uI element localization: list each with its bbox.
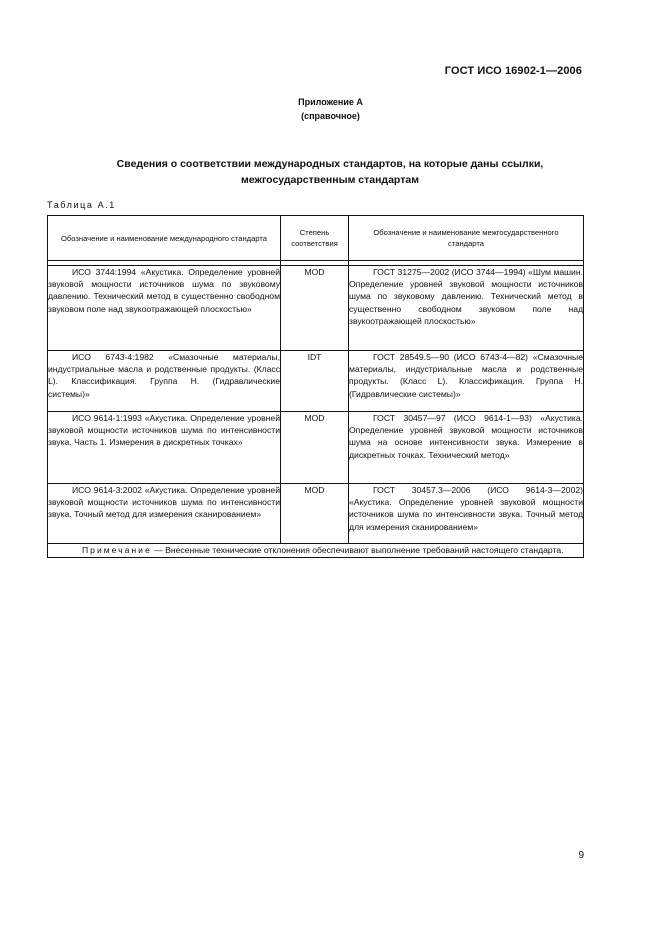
interstate-standard-text: ГОСТ 30457—97 (ИСО 9614-1—93) «Акустика. Определение уровней звуковой мощности источников шума на основе интенсивности звука. Измерение в дискретных точках. Технический метод» <box>349 413 583 460</box>
note-label: Примечание <box>82 545 152 555</box>
international-standard-cell <box>48 351 281 412</box>
interstate-standard-text: ГОСТ 28549.5—90 (ИСО 6743-4—82) «Смазочные материалы, индустриальные масла и родственные продукты. (Класс L). Классификация. Группа Н. (Гидравлические системы)» <box>349 352 583 399</box>
international-standard-text: ИСО 6743-4:1982 «Смазочные материалы, индустриальные масла и родственные продукты. (Класс L). Классификация. Группа Н. (Гидравлические системы)» <box>48 352 280 399</box>
section-heading-line2: межгосударственным стандартам <box>241 174 419 186</box>
table-note <box>48 544 584 558</box>
annex-type: (справочное) <box>301 111 360 121</box>
international-standard-cell <box>48 412 281 484</box>
column-header-degree: Степень соответствия <box>281 216 349 261</box>
interstate-standard-cell <box>349 412 584 484</box>
international-standard-cell <box>48 484 281 544</box>
interstate-standard-text: ГОСТ 30457.3—2006 (ИСО 9614-3—2002) «Акустика. Определение уровней звуковой мощности источников шума по интенсивности звука. Точный метод для измерения сканированием» <box>349 485 583 532</box>
degree-cell: MOD <box>281 266 349 351</box>
section-heading-line1: Сведения о соответствии международных стандартов, на которые даны ссылки, <box>116 158 544 170</box>
table-row <box>48 351 584 412</box>
annex-label: Приложение А <box>298 97 363 107</box>
interstate-standard-cell <box>349 266 584 351</box>
international-standard-text: ИСО 9614-1:1993 «Акустика. Определение уровней звуковой мощности источников шума по интенсивности звука. Часть 1. Измерения в дискретных точках» <box>48 413 280 448</box>
column-header-interstate: Обозначение и наименование межгосударственного стандарта <box>349 216 584 261</box>
table-row <box>48 412 584 484</box>
degree-cell: MOD <box>281 412 349 484</box>
international-standard-text: ИСО 3744:1994 «Акустика. Определение уровней звуковой мощности источников шума по звуковому давлению. Технический метод в существенно свободном звуковом поле над звукоотражающей плоскостью» <box>48 267 280 314</box>
degree-cell: MOD <box>281 484 349 544</box>
interstate-standard-cell <box>349 484 584 544</box>
standards-correspondence-table <box>47 215 584 558</box>
page-number: 9 <box>578 850 584 861</box>
table-row <box>48 484 584 544</box>
interstate-standard-text: ГОСТ 31275—2002 (ИСО 3744—1994) «Шум машин. Определение уровней звуковой мощности источников шума по звуковому давлению. Технический метод в существенно свободном звуковом поле над звукоотражающей плоскостью» <box>349 267 583 326</box>
table-row <box>48 266 584 351</box>
note-text: — Внесенные технические отклонения обеспечивают выполнение требований настоящего стандарта. <box>154 545 564 555</box>
annex-title <box>0 95 661 123</box>
document-code: ГОСТ ИСО 16902-1—2006 <box>444 65 582 77</box>
international-standard-cell <box>48 266 281 351</box>
column-header-international: Обозначение и наименование международного стандарта <box>48 216 281 261</box>
table-note-row <box>48 544 584 558</box>
degree-cell: IDT <box>281 351 349 412</box>
international-standard-text: ИСО 9614-3:2002 «Акустика. Определение уровней звуковой мощности источников шума по интенсивности звука. Точный метод для измерения сканированием» <box>48 485 280 520</box>
table-caption: Таблица А.1 <box>47 200 116 210</box>
section-heading <box>60 156 600 188</box>
table-header-row <box>48 216 584 261</box>
interstate-standard-cell <box>349 351 584 412</box>
